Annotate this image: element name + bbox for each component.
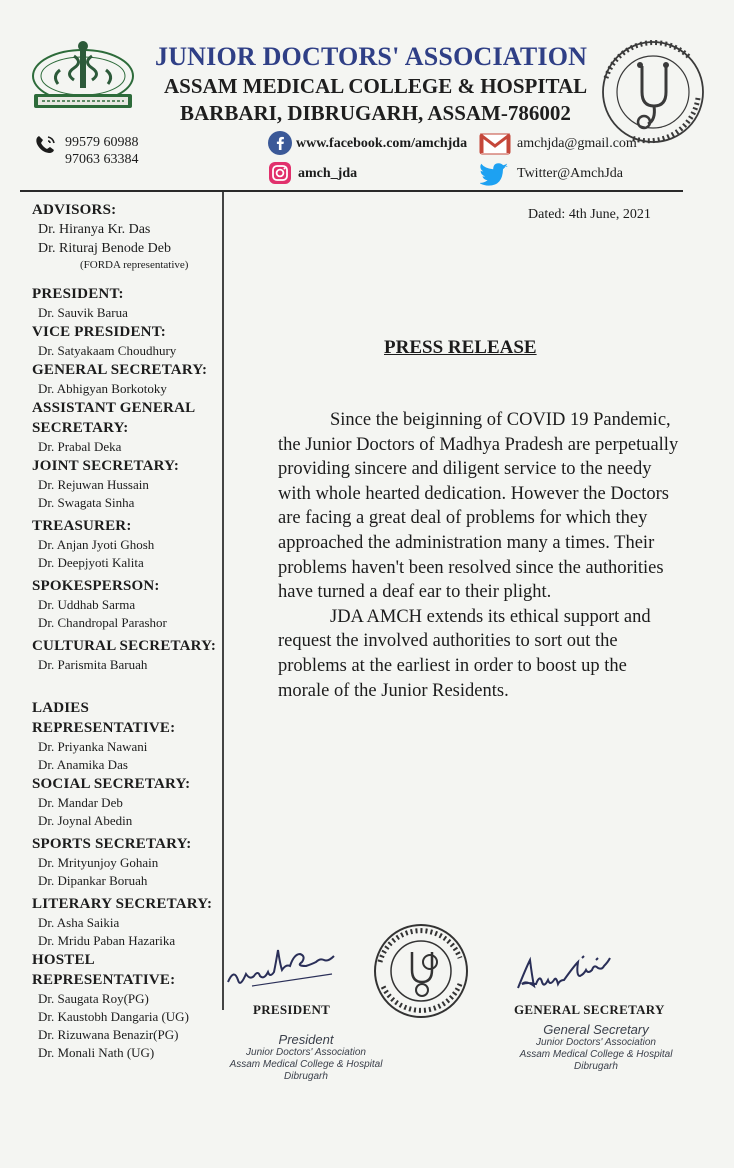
stamp-line: Dibrugarh [574, 1061, 618, 1072]
stamp-line: General Secretary [543, 1022, 649, 1037]
member-name: Dr. Uddhab Sarma [38, 597, 136, 612]
association-seal-icon [372, 922, 470, 1020]
advisor-note: (FORDA representative) [80, 259, 189, 271]
section-title: CULTURAL SECRETARY: [32, 638, 217, 654]
member-name: Dr. Chandropal Parashor [38, 615, 167, 630]
stamp-line: Junior Doctors' Association [536, 1037, 656, 1048]
address-heading: BARBARI, DIBRUGARH, ASSAM-786002 [180, 101, 571, 125]
member-name: Dr. Anamika Das [38, 757, 128, 772]
section-title: PRESIDENT: [32, 286, 124, 302]
section-title: TREASURER: [32, 518, 132, 534]
stamp-line: Junior Doctors' Association [246, 1047, 366, 1058]
stamp-line: Dibrugarh [284, 1071, 328, 1082]
member-name: Dr. Kaustobh Dangaria (UG) [38, 1009, 189, 1024]
member-name: Dr. Satyakaam Choudhury [38, 343, 177, 358]
member-name: Dr. Parismita Baruah [38, 657, 148, 672]
section-title: SPOKESPERSON: [32, 578, 160, 594]
section-title: SPORTS SECRETARY: [32, 836, 192, 852]
body-paragraph: JDA AMCH extends its ethical support and request the involved authorities to sort out the problems at the earliest in order to boost up the morale of the Junior Residents. [278, 606, 651, 701]
instagram-link[interactable]: amch_jda [298, 166, 358, 181]
member-name: Dr. Rituraj Benode Deb [38, 241, 171, 256]
org-name-heading: JUNIOR DOCTORS' ASSOCIATION [155, 42, 588, 71]
member-name: Dr. Mridu Paban Hazarika [38, 933, 176, 948]
instagram-icon [268, 161, 292, 185]
section-title: JOINT SECRETARY: [32, 458, 180, 474]
section-title: LITERARY SECRETARY: [32, 896, 213, 912]
college-logo-icon [24, 36, 142, 116]
section-title: ADVISORS: [32, 202, 117, 218]
member-name: Dr. Deepjyoti Kalita [38, 555, 144, 570]
email-link[interactable]: amchjda@gmail.com [517, 136, 637, 151]
member-name: Dr. Rejuwan Hussain [38, 477, 149, 492]
body-paragraph: Since the beiginning of COVID 19 Pandemic, the Junior Doctors of Madhya Pradesh are perpetually providing sincere and diligent service to the needy with whole hearted dedication. However the Doctors are facing a great deal of problems for which they approached the administration many a times. Their problems haven't been resolved since the authorities have turned a deaf ear to their plight. [278, 410, 679, 603]
president-signature-icon [222, 940, 362, 1000]
phone-number[interactable]: 99579 60988 [65, 135, 139, 150]
member-name: Dr. Sauvik Barua [38, 305, 128, 320]
member-name: Dr. Asha Saikia [38, 915, 120, 930]
facebook-icon [268, 131, 292, 155]
member-name: Dr. Prabal Deka [38, 439, 122, 454]
member-name: Dr. Rizuwana Benazir(PG) [38, 1027, 179, 1042]
twitter-link[interactable]: Twitter@AmchJda [517, 166, 623, 181]
section-title: VICE PRESIDENT: [32, 324, 166, 340]
member-name: Dr. Monali Nath (UG) [38, 1045, 155, 1060]
president-stamp [222, 1032, 390, 1083]
office-bearers-sidebar [32, 200, 224, 1062]
phone-icon [34, 134, 58, 154]
member-name: Dr. Mrityunjoy Gohain [38, 855, 159, 870]
letter-date: Dated: 4th June, 2021 [528, 207, 651, 222]
member-name: Dr. Anjan Jyoti Ghosh [38, 537, 155, 552]
twitter-icon [480, 162, 510, 186]
header-divider [20, 190, 683, 192]
general-secretary-signature-icon [512, 952, 642, 1000]
press-release-title: PRESS RELEASE [384, 337, 537, 358]
member-name: Dr. Abhigyan Borkotoky [38, 381, 167, 396]
general-secretary-label: GENERAL SECRETARY [514, 1002, 665, 1017]
stamp-line: President [278, 1032, 334, 1047]
member-name: Dr. Hiranya Kr. Das [38, 222, 151, 237]
member-name: Dr. Swagata Sinha [38, 495, 135, 510]
facebook-link[interactable]: www.facebook.com/amchjda [296, 136, 468, 151]
member-name: Dr. Mandar Deb [38, 795, 123, 810]
section-title: SOCIAL SECRETARY: [32, 776, 191, 792]
member-name: Dr. Priyanka Nawani [38, 739, 148, 754]
president-label: PRESIDENT [253, 1002, 331, 1017]
stamp-line: Assam Medical College & Hospital [519, 1049, 673, 1060]
gmail-icon [479, 133, 511, 155]
section-title: ASSISTANT GENERAL SECRETARY: [32, 400, 195, 436]
stamp-line: Assam Medical College & Hospital [229, 1059, 383, 1070]
member-name: Dr. Dipankar Boruah [38, 873, 148, 888]
college-name-heading: ASSAM MEDICAL COLLEGE & HOSPITAL [164, 74, 588, 98]
general-secretary-stamp [506, 1022, 686, 1073]
member-name: Dr. Saugata Roy(PG) [38, 991, 149, 1006]
member-name: Dr. Joynal Abedin [38, 813, 133, 828]
section-title: GENERAL SECRETARY: [32, 362, 208, 378]
section-title: HOSTEL REPRESENTATIVE: [32, 952, 176, 988]
press-release-body [278, 408, 682, 703]
jda-logo-icon [592, 38, 714, 146]
section-title: LADIES REPRESENTATIVE: [32, 700, 176, 736]
phone-number[interactable]: 97063 63384 [65, 152, 139, 167]
